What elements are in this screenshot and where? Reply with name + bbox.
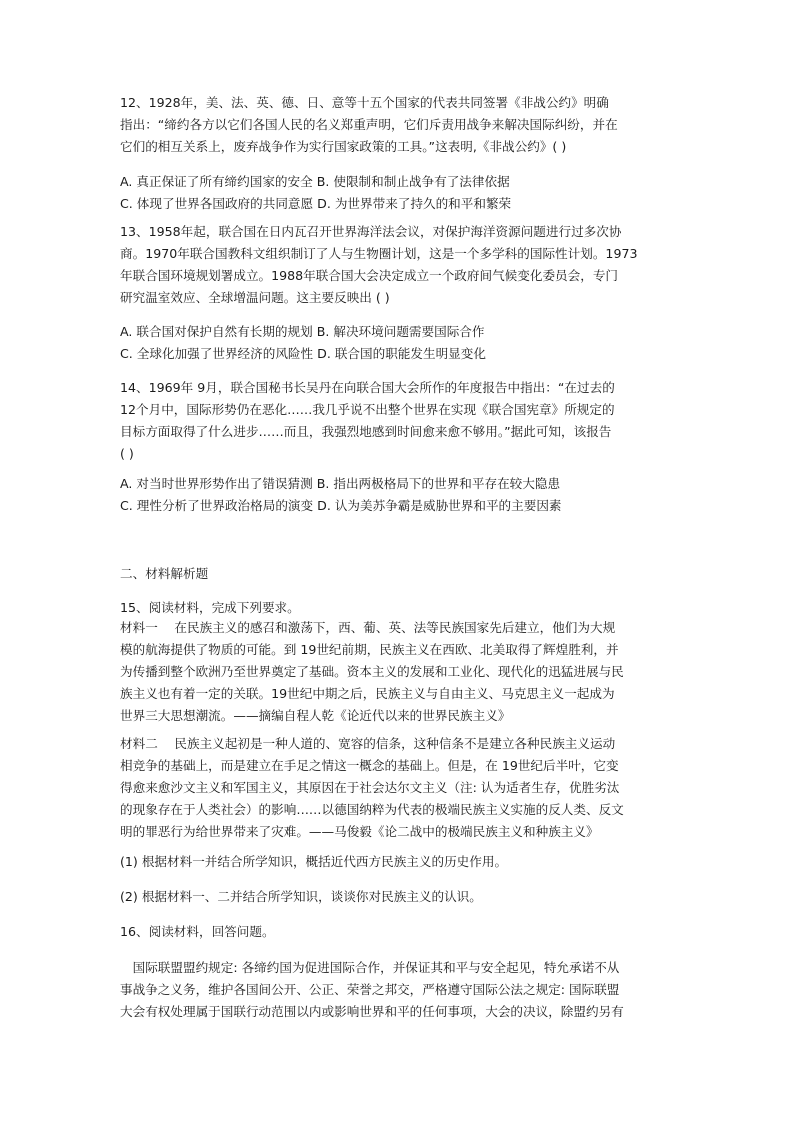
question-text-line: 14、1969年 9月，联合国秘书长吴丹在向联合国大会所作的年度报告中指出：“在过去的 xyxy=(120,380,615,395)
material-line: 相竞争的基础上，而是建立在手足之情这一概念的基础上。但是，在 19世纪后半叶，它变 xyxy=(120,758,619,773)
question-text-line: 商。1970年联合国教科文组织制订了人与生物圈计划，这是一个多学科的国际性计划。1973 xyxy=(120,246,638,261)
question-13 xyxy=(120,221,676,309)
option-line: A. 对当时世界形势作出了错误猜测 B. 指出两极格局下的世界和平存在较大隐患 xyxy=(120,476,561,491)
sub-question-2: (2) 根据材料一、二并结合所学知识，谈谈你对民族主义的认识。 xyxy=(120,889,482,904)
question-text-line: 指出：“缔约各方以它们各国人民的名义郑重声明，它们斥责用战争来解决国际纠纷，并在 xyxy=(120,117,618,132)
option-line: A. 真正保证了所有缔约国家的安全 B. 使限制和制止战争有了法律依据 xyxy=(120,174,510,189)
question-text-line: 12、1928年，美、法、英、德、日、意等十五个国家的代表共同签署《非战公约》明确 xyxy=(120,95,609,110)
section-title: 二、材料解析题 xyxy=(120,566,209,581)
question-text-line: 它们的相互关系上，废弃战争作为实行国家政策的工具。”这表明,《非战公约》( ) xyxy=(120,139,567,154)
question-text-line: 目标方面取得了什么进步……而且，我强烈地感到时间愈来愈不够用。”据此可知，该报告 xyxy=(120,424,612,439)
material-two xyxy=(120,733,676,843)
material-line: 大会有权处理属于国联行动范围以内或影响世界和平的任何事项，大会的决议，除盟约另有 xyxy=(120,1004,624,1019)
question-16-material xyxy=(120,957,676,1023)
material-one xyxy=(120,617,676,727)
question-12-options xyxy=(120,171,676,215)
sub-question-1: (1) 根据材料一并结合所学知识，概括近代西方民族主义的历史作用。 xyxy=(120,854,508,869)
question-text-line: 研究温室效应、全球增温问题。这主要反映出 ( ) xyxy=(120,290,390,305)
material-line: 得愈来愈沙文主义和军国主义，其原因在于社会达尔文主义（注: 认为适者生存，优胜劣汰 xyxy=(120,780,620,795)
material-line: 世界三大思想潮流。——摘编自程人乾《论近代以来的世界民族主义》 xyxy=(120,708,511,723)
material-line: 为传播到整个欧洲乃至世界奠定了基础。资本主义的发展和工业化、现代化的迅猛进展与民 xyxy=(120,664,624,679)
material-line: 族主义也有着一定的关联。19世纪中期之后，民族主义与自由主义、马克思主义一起成为 xyxy=(120,686,615,701)
question-12 xyxy=(120,92,676,158)
material-line: 明的罪恶行为给世界带来了灾难。——马俊毅《论二战中的极端民族主义和种族主义》 xyxy=(120,824,599,839)
question-15-intro: 15、阅读材料，完成下列要求。 xyxy=(120,600,300,615)
question-14-options xyxy=(120,473,676,517)
question-13-options xyxy=(120,321,676,365)
material-line: 材料二 民族主义起初是一种人道的、宽容的信条，这种信条不是建立各种民族主义运动 xyxy=(120,736,616,751)
question-16-intro: 16、阅读材料，回答问题。 xyxy=(120,924,275,939)
option-line: C. 理性分析了世界政治格局的演变 D. 认为美苏争霸是威胁世界和平的主要因素 xyxy=(120,498,562,513)
option-line: C. 体现了世界各国政府的共同意愿 D. 为世界带来了持久的和平和繁荣 xyxy=(120,196,512,211)
question-text-line: 12个月中，国际形势仍在恶化……我几乎说不出整个世界在实现《联合国宪章》所规定的 xyxy=(120,402,615,417)
question-text-line: 13、1958年起，联合国在日内瓦召开世界海洋法会议，对保护海洋资源问题进行过多次协 xyxy=(120,224,622,239)
material-line: 国际联盟盟约规定: 各缔约国为促进国际合作，并保证其和平与安全起见，特允承诺不从 xyxy=(120,960,620,975)
option-line: A. 联合国对保护自然有长期的规划 B. 解决环境问题需要国际合作 xyxy=(120,324,485,339)
material-line: 的现象存在于人类社会）的影响……以德国纳粹为代表的极端民族主义实施的反人类、反文 xyxy=(120,802,624,817)
material-line: 事战争之义务，维护各国间公开、公正、荣誉之邦交，严格遵守国际公法之规定: 国际联盟 xyxy=(120,982,620,997)
material-line: 模的航海提供了物质的可能。到 19世纪前期，民族主义在西欧、北美取得了辉煌胜利，并 xyxy=(120,642,619,657)
question-text-line: ( ) xyxy=(120,446,134,461)
option-line: C. 全球化加强了世界经济的风险性 D. 联合国的职能发生明显变化 xyxy=(120,346,486,361)
question-text-line: 年联合国环境规划署成立。1988年联合国大会决定成立一个政府间气候变化委员会，专门 xyxy=(120,268,619,283)
question-14 xyxy=(120,377,676,465)
material-line: 材料一 在民族主义的感召和激荡下，西、葡、英、法等民族国家先后建立，他们为大规 xyxy=(120,620,616,635)
